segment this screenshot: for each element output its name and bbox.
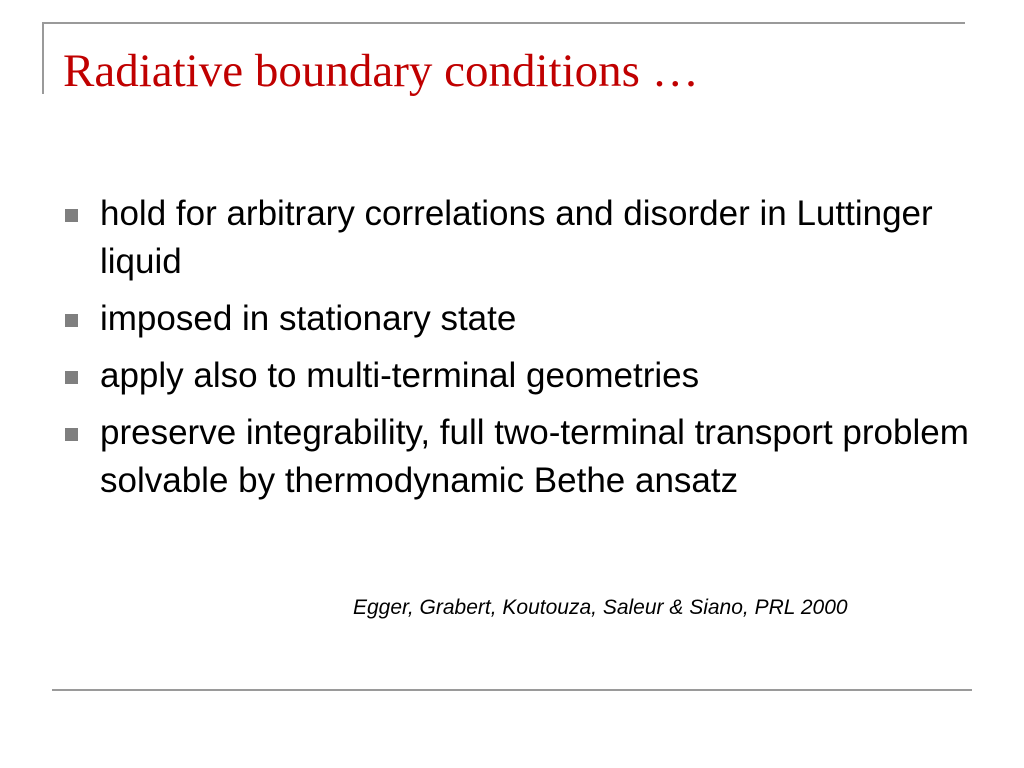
bullet-item [64, 409, 979, 505]
bullet-list [64, 190, 979, 514]
citation: Egger, Grabert, Koutouza, Saleur & Siano, PRL 2000 [353, 596, 848, 619]
bullet-item [64, 295, 979, 343]
bullet-text: imposed in stationary state [100, 299, 517, 338]
footer-rule [52, 689, 972, 691]
square-bullet-icon [65, 314, 78, 327]
slide-title: Radiative boundary conditions … [63, 45, 699, 97]
square-bullet-icon [65, 371, 78, 384]
bullet-text: hold for arbitrary correlations and disorder in Luttinger liquid [100, 194, 933, 281]
bullet-item [64, 352, 979, 400]
top-frame-line [42, 22, 965, 24]
bullet-item [64, 190, 979, 286]
square-bullet-icon [65, 428, 78, 441]
left-frame-line [42, 22, 44, 94]
bullet-text: apply also to multi-terminal geometries [100, 356, 700, 395]
square-bullet-icon [65, 209, 78, 222]
bullet-text: preserve integrability, full two-terminal transport problem solvable by thermodynamic Bethe ansatz [100, 413, 969, 500]
